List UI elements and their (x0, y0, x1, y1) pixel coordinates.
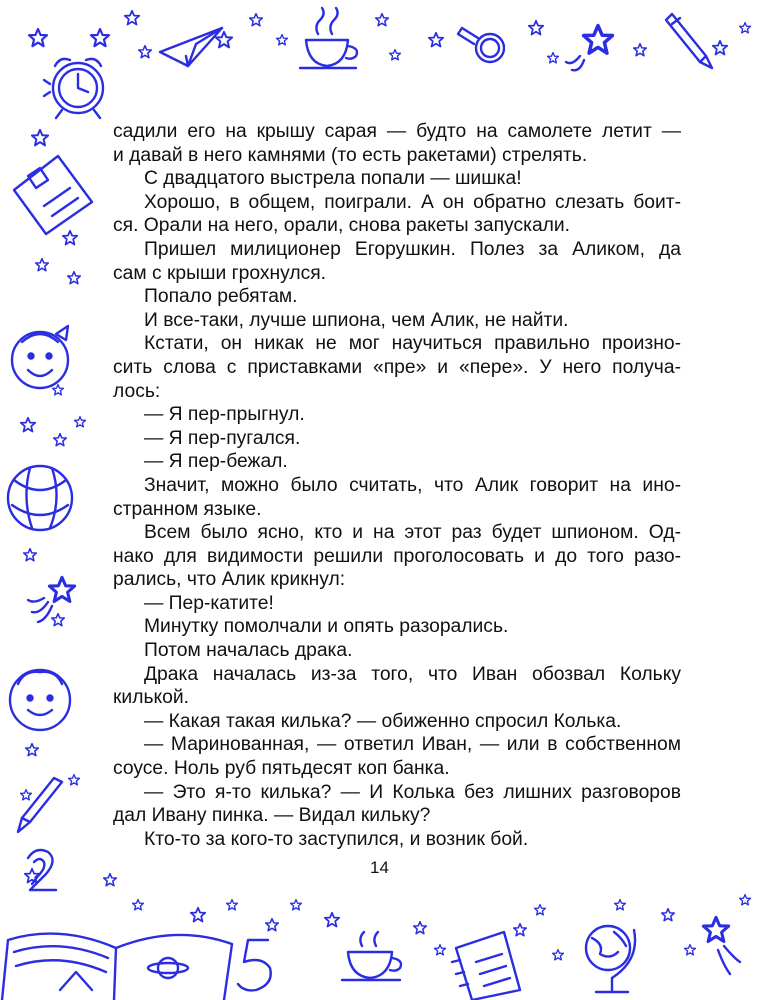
text-line: Значит, можно было считать, что Алик говорит на ино- (144, 474, 681, 496)
coffee-cup-icon (300, 8, 357, 68)
text-line: С двадцатого выстрела попали — шишка! (144, 168, 522, 190)
text-line: — Я пер-бежал. (144, 451, 288, 473)
text-line: Всем было ясно, кто и на этот раз будет шпионом. Од- (144, 522, 681, 544)
text-line: Кстати, он никак не мог научиться правильно произно- (144, 333, 681, 355)
alarm-clock-icon (44, 59, 103, 118)
sticky-note-icon (14, 156, 92, 234)
text-line: — Я пер-пугался. (144, 427, 301, 449)
text-line: Пришел милиционер Егорушкин. Полез за Аликом, да (144, 238, 681, 260)
paper-plane-icon (160, 28, 222, 66)
shooting-star-icon (703, 917, 740, 974)
star-icon (29, 11, 750, 63)
text-line: лось: (113, 380, 161, 402)
star-icon (25, 869, 751, 960)
text-line: килькой. (113, 687, 190, 709)
text-line: — Какая такая килька? — обиженно спросил Колька. (144, 710, 622, 732)
text-line: садили его на крышу сарая — будто на самолете летит — (113, 121, 681, 142)
text-line: Минутку помолчали и опять разорались. (144, 616, 509, 638)
text-line: — Это я-то килька? — И Колька без лишних разговоров (144, 781, 681, 803)
text-line: И все-таки, лучше шпиона, чем Алик, не найти. (144, 309, 569, 331)
text-line: нако для видимости решили проголосовать и до того разо- (113, 545, 681, 567)
text-line: Кто-то за кого-то заступился, и возник бой. (144, 828, 529, 850)
shooting-star-icon (28, 577, 75, 622)
text-line: сить слова с приставками «пре» и «пере». У него получа- (113, 356, 681, 378)
text-line: странном языке. (113, 498, 262, 520)
text-line: и давай в него камнями (то есть ракетами) стрелять. (113, 144, 588, 166)
text-line: Драка началась из-за того, что Иван обозвал Кольку (144, 663, 681, 685)
text-line: Потом началась драка. (144, 640, 353, 662)
open-book-icon (2, 934, 232, 1000)
text-line: — Я пер-прыгнул. (144, 404, 305, 426)
text-line: сам с крыши грохнулся. (113, 262, 327, 284)
ball-icon (8, 466, 72, 530)
text-line: дал Ивану пинка. — Видал кильку? (113, 805, 431, 827)
text-line: Попало ребятам. (144, 286, 298, 308)
pencil-icon (18, 778, 62, 832)
number-five-icon (238, 940, 271, 990)
page-number: 14 (370, 858, 389, 877)
text-line: соусе. Ноль руб пятьдесят коп банка. (113, 758, 450, 780)
notebook-icon (452, 932, 520, 1000)
pen-icon (666, 14, 712, 68)
story-text (113, 120, 681, 851)
magnifier-icon (458, 28, 504, 62)
girl-face-icon (12, 326, 68, 388)
star-icon (566, 26, 612, 71)
text-line: Хорошо, в общем, поиграли. А он обратно слезать боит- (144, 191, 681, 213)
boy-face-icon (10, 670, 70, 730)
text-line: — Пер-катите! (144, 592, 274, 614)
text-line: — Маринованная, — ответил Иван, — или в собственном (144, 734, 681, 756)
globe-icon (586, 926, 635, 992)
text-line: ся. Орали на него, орали, снова ракеты запускали. (113, 215, 571, 237)
text-line: рались, что Алик крикнул: (113, 569, 346, 591)
coffee-cup-icon (342, 932, 401, 980)
